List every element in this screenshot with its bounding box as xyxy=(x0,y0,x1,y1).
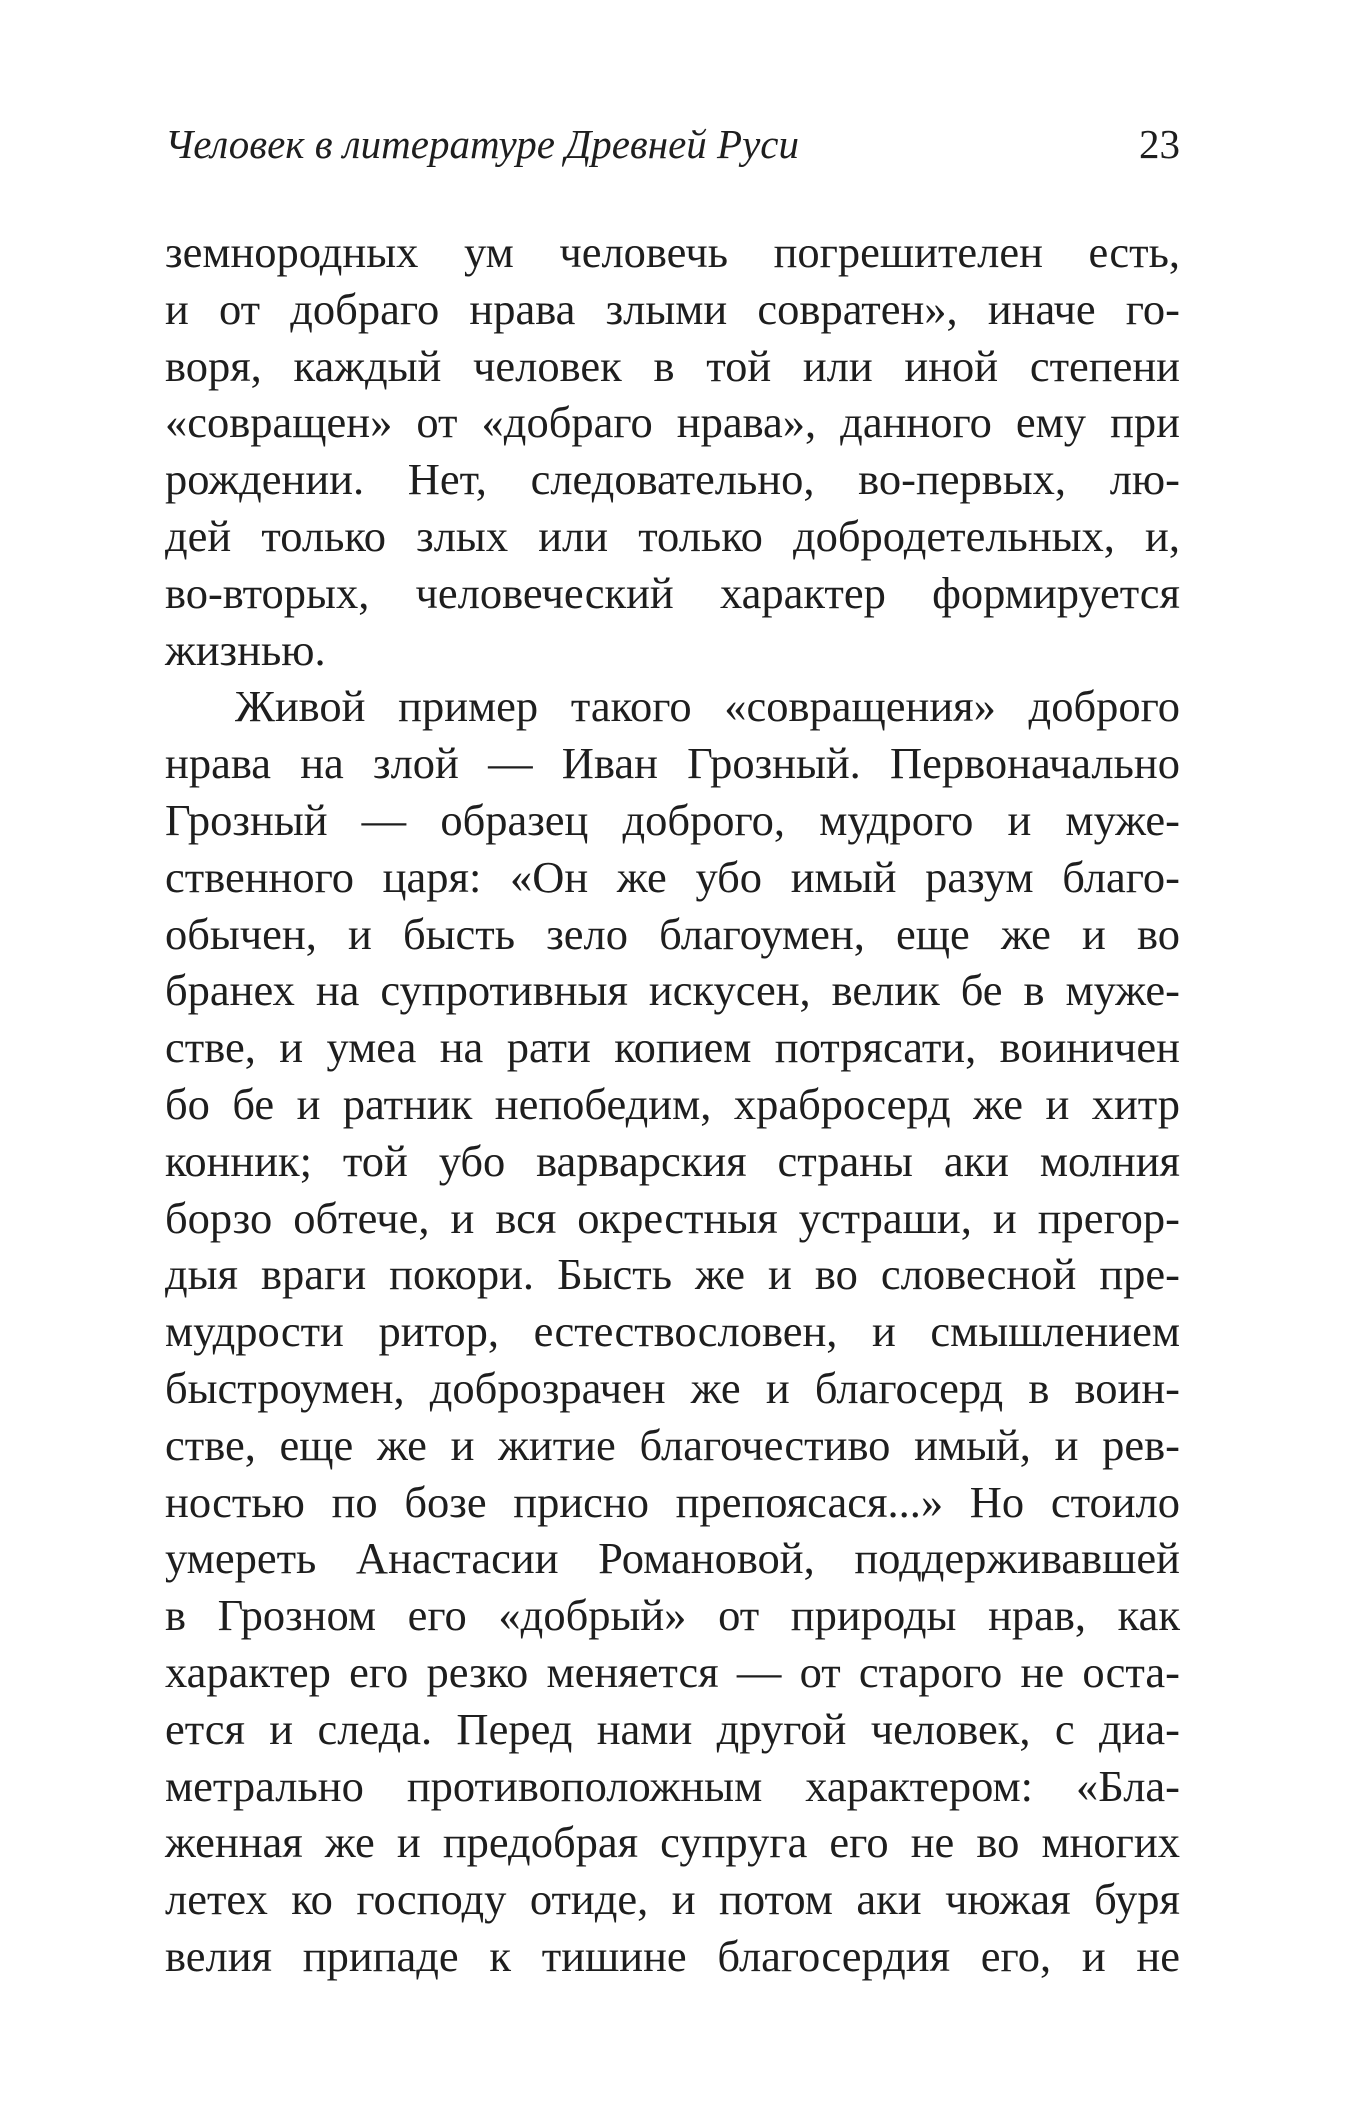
text-line: ственного царя: «Он же убо имый разум благо- xyxy=(165,851,1180,902)
text-line: быстроумен, доброзрачен же и благосерд в воин- xyxy=(165,1362,1180,1413)
running-title: Человек в литературе Древней Руси xyxy=(165,121,799,167)
text-line: в Грозном его «добрый» от природы нрав, как xyxy=(165,1590,1180,1641)
text-line: «совращен» от «добраго нрава», данного ему при xyxy=(165,397,1180,448)
text-line: Грозный — образец доброго, мудрого и муже- xyxy=(165,794,1180,845)
paragraph-2 xyxy=(165,678,1180,1984)
text-line: дыя враги покори. Бысть же и во словесной пре- xyxy=(165,1249,1180,1300)
text-line: стве, и умеа на рати копием потрясати, воиничен xyxy=(165,1022,1180,1073)
text-line: жизнью. xyxy=(165,624,326,675)
text-line: бранех на супротивныя искусен, велик бе в муже- xyxy=(165,965,1180,1016)
paragraph-1 xyxy=(165,224,1180,678)
text-line: мудрости ритор, естествословен, и смышлением xyxy=(165,1306,1180,1357)
text-line: умереть Анастасии Романовой, поддерживавшей xyxy=(165,1533,1180,1584)
text-line: велия припаде к тишине благосердия его, и не xyxy=(165,1930,1180,1981)
running-head xyxy=(165,114,1180,174)
text-line: борзо обтече, и вся окрестныя устраши, и прегор- xyxy=(165,1192,1180,1243)
text-line: обычен, и бысть зело благоумен, еще же и во xyxy=(165,908,1180,959)
text-line: метрально противоположным характером: «Бла- xyxy=(165,1760,1180,1811)
text-line: бо бе и ратник непобедим, храбросерд же и хитр xyxy=(165,1078,1180,1129)
text-line: конник; той убо варварския страны аки молния xyxy=(165,1135,1180,1186)
text-line: Живой пример такого «совращения» доброго xyxy=(235,681,1180,732)
text-line: воря, каждый человек в той или иной степени xyxy=(165,340,1180,391)
text-line: характер его резко меняется — от старого не оста- xyxy=(165,1646,1180,1697)
text-line: и от добраго нрава злыми совратен», иначе го- xyxy=(165,283,1180,334)
text-line: ностью по бозе присно препоясася...» Но стоило xyxy=(165,1476,1180,1527)
text-line: нрава на злой — Иван Грозный. Первоначально xyxy=(165,738,1180,789)
text-line: во-вторых, человеческий характер формируется xyxy=(165,567,1180,618)
text-line: летех ко господу отиде, и потом аки чюжая буря xyxy=(165,1874,1180,1925)
text-line: рождении. Нет, следовательно, во-первых, лю- xyxy=(165,454,1180,505)
body-text xyxy=(165,224,1180,1985)
page-number: 23 xyxy=(1139,121,1180,167)
text-line: стве, еще же и житие благочестиво имый, и рев- xyxy=(165,1419,1180,1470)
text-line: дей только злых или только добродетельных, и, xyxy=(165,510,1180,561)
text-line: женная же и предобрая супруга его не во многих xyxy=(165,1817,1180,1868)
text-line: ется и следа. Перед нами другой человек, с диа- xyxy=(165,1703,1180,1754)
text-line: земнородных ум человечь погрешителен есть, xyxy=(165,227,1180,277)
